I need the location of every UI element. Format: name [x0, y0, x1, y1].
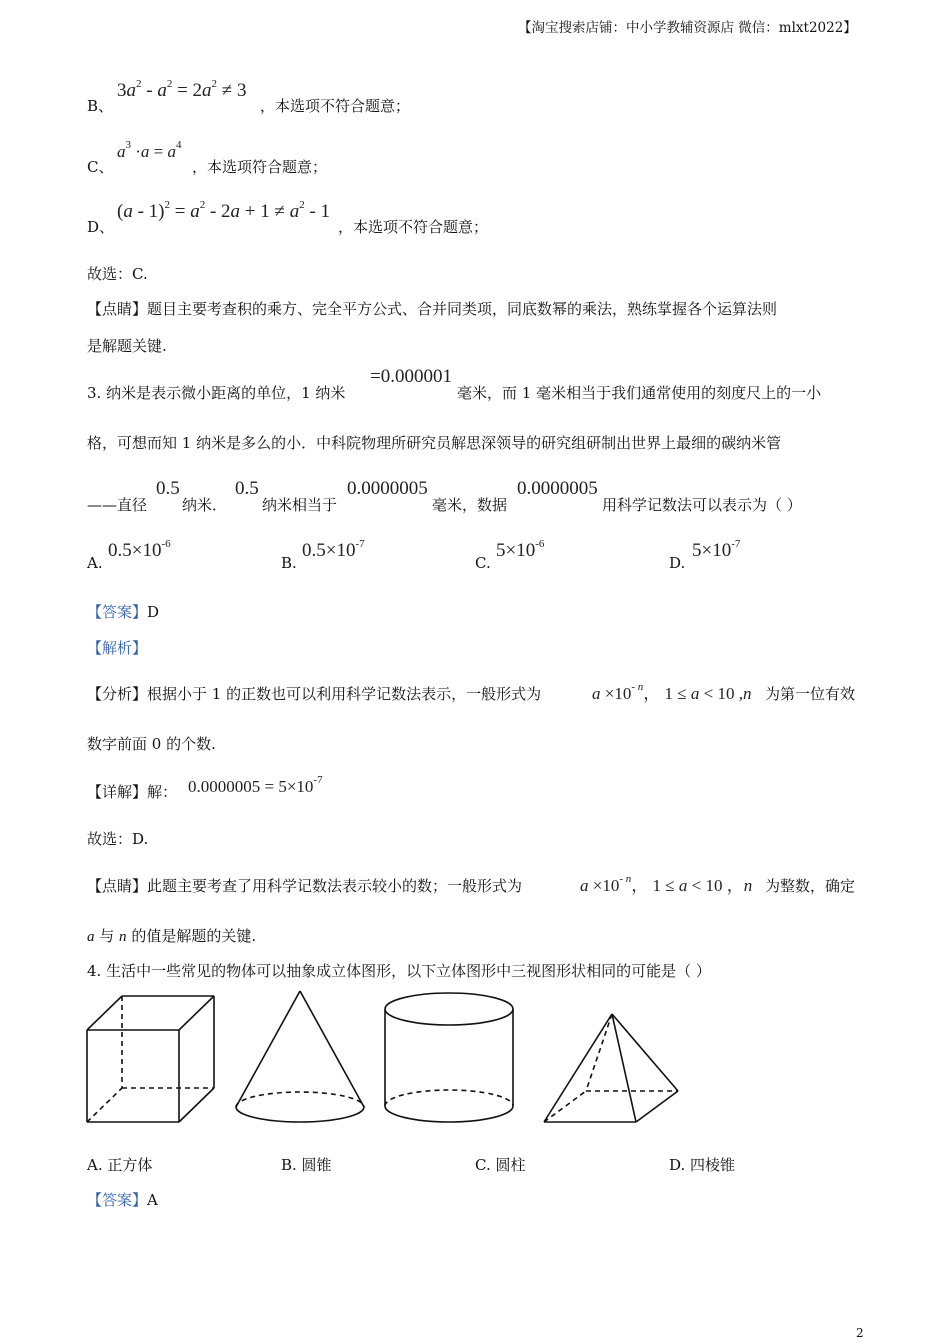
q3-option-c-label: C. — [475, 554, 491, 572]
q3-dianjing-math: $a \times 10^{- n}$， 1 ≤ a < 10 ，n — [580, 873, 753, 895]
q3-line2: 格，可想而知 1 纳米是多么的小．中科院物理所研究员解思深领导的研究组研制出世界上最细的碳纳米管 — [87, 434, 782, 452]
q3-line3-d: 毫米，数据 — [432, 496, 508, 514]
q4-option-b: B. 圆锥 — [281, 1156, 332, 1174]
q3-line3-m1: 0.5 — [156, 478, 180, 499]
q3-fenxi-tail: 为第一位有效 — [765, 685, 856, 703]
q3-answer-value: D — [147, 603, 160, 621]
q4-answer-value: A — [147, 1191, 158, 1209]
q3-fenxi-label: 【分析】 — [87, 685, 148, 703]
q2-choice: 故选：C. — [87, 265, 148, 283]
q3-line3-m4: 0.0000005 — [517, 478, 598, 499]
q4-answer — [87, 1189, 158, 1210]
q2-dianjing-line1: 【点睛】题目主要考查积的乘方、完全平方公式、合并同类项，同底数幂的乘法，熟练掌握各个运算法则 — [87, 300, 778, 318]
q3-option-a-label: A. — [87, 554, 103, 572]
q3-jiexi-label: 【解析】 — [87, 639, 148, 657]
q3-xiangjie-math: $0.0000005 = 5\times 10^{-7}$ — [188, 774, 323, 796]
cylinder-figure — [384, 992, 516, 1126]
q3-answer — [87, 601, 159, 622]
page-number: 2 — [856, 1326, 864, 1340]
q3-option-b-math: $0.5\times 10^{-7}$ — [302, 538, 365, 561]
q3-line1-b: 毫米，而 1 毫米相当于我们通常使用的刻度尺上的一小 — [457, 384, 822, 402]
q2-option-b — [87, 95, 113, 116]
q3-dianjing-tail: 为整数，确定 — [765, 877, 856, 895]
q3-xiangjie-text: 解： — [147, 783, 178, 801]
q3-fenxi-math: $a \times 10^{- n}$， 1 ≤ a < 10 ,n — [592, 681, 752, 703]
pyramid-figure — [543, 1013, 681, 1125]
q3-line3-a: ——直径 — [87, 496, 148, 514]
q3-option-d-math: $5\times 10^{-7}$ — [692, 538, 741, 561]
q2-option-c-label: C、 — [87, 158, 114, 176]
q4-option-d: D. 四棱锥 — [669, 1156, 736, 1174]
q2-option-d-comment: ，本选项不符合题意； — [338, 218, 489, 236]
q3-line3-m3: 0.0000005 — [347, 478, 428, 499]
q3-option-a-math: $0.5\times 10^{-6}$ — [108, 538, 171, 561]
q3-fenxi — [87, 683, 541, 704]
q3-xiangjie — [87, 781, 177, 802]
q4-option-c: C. 圆柱 — [475, 1156, 526, 1174]
q2-option-b-comment: ，本选项不符合题意； — [260, 97, 411, 115]
q3-choice: 故选：D. — [87, 830, 149, 848]
q3-line3-b: 纳米． — [182, 496, 228, 514]
q2-option-b-math: $3a^2 - a^2 = 2a^2 \ne 3$ — [117, 78, 247, 101]
q3-option-d-label: D. — [669, 554, 686, 572]
q2-option-c-math: $a^3 \cdot a = a^4$ — [117, 139, 182, 161]
q3-fenxi-text: 根据小于 1 的正数也可以利用科学记数法表示，一般形式为 — [147, 685, 542, 703]
q3-line3-e: 用科学记数法可以表示为（ ） — [602, 496, 802, 514]
q3-fenxi-line2: 数字前面 0 的个数. — [87, 735, 216, 753]
q4-option-a: A. 正方体 — [87, 1156, 153, 1174]
q3-line3-m2: 0.5 — [235, 478, 259, 499]
q3-answer-label: 【答案】 — [87, 603, 148, 621]
q3-option-b-label: B. — [281, 554, 297, 572]
q3-line1-math: =0.000001 — [370, 366, 452, 387]
q2-option-d-math: $(a - 1)^2 = a^2 - 2a + 1 \ne a^2 - 1$ — [117, 199, 331, 222]
q4-answer-label: 【答案】 — [87, 1191, 148, 1209]
q3-line1-a: 3. 纳米是表示微小距离的单位，1 纳米 — [87, 384, 346, 402]
q3-dianjing-text: 此题主要考查了用科学记数法表示较小的数；一般形式为 — [147, 877, 523, 895]
q2-option-c-comment: ，本选项符合题意； — [192, 158, 328, 176]
cone-figure — [235, 990, 365, 1125]
q2-option-b-label: B、 — [87, 97, 114, 115]
q3-option-c-math: $5\times 10^{-6}$ — [496, 538, 545, 561]
q4-stem: 4. 生活中一些常见的物体可以抽象成立体图形，以下立体图形中三视图形状相同的可能是（ ） — [87, 962, 711, 980]
page-header: 【淘宝搜索店铺：中小学教辅资源店 微信：mlxt2022】 — [518, 20, 857, 36]
q2-dianjing-line2: 是解题关键. — [87, 337, 167, 355]
cube-figure — [86, 995, 216, 1125]
q3-xiangjie-label: 【详解】 — [87, 783, 148, 801]
q3-dianjing-line2: a 与 n 的值是解题的关键. — [87, 927, 257, 945]
q3-dianjing-label: 【点睛】 — [87, 877, 148, 895]
q3-dianjing — [87, 875, 522, 896]
q2-option-d-label: D、 — [87, 218, 115, 236]
q3-line3-c: 纳米相当于 — [262, 496, 338, 514]
